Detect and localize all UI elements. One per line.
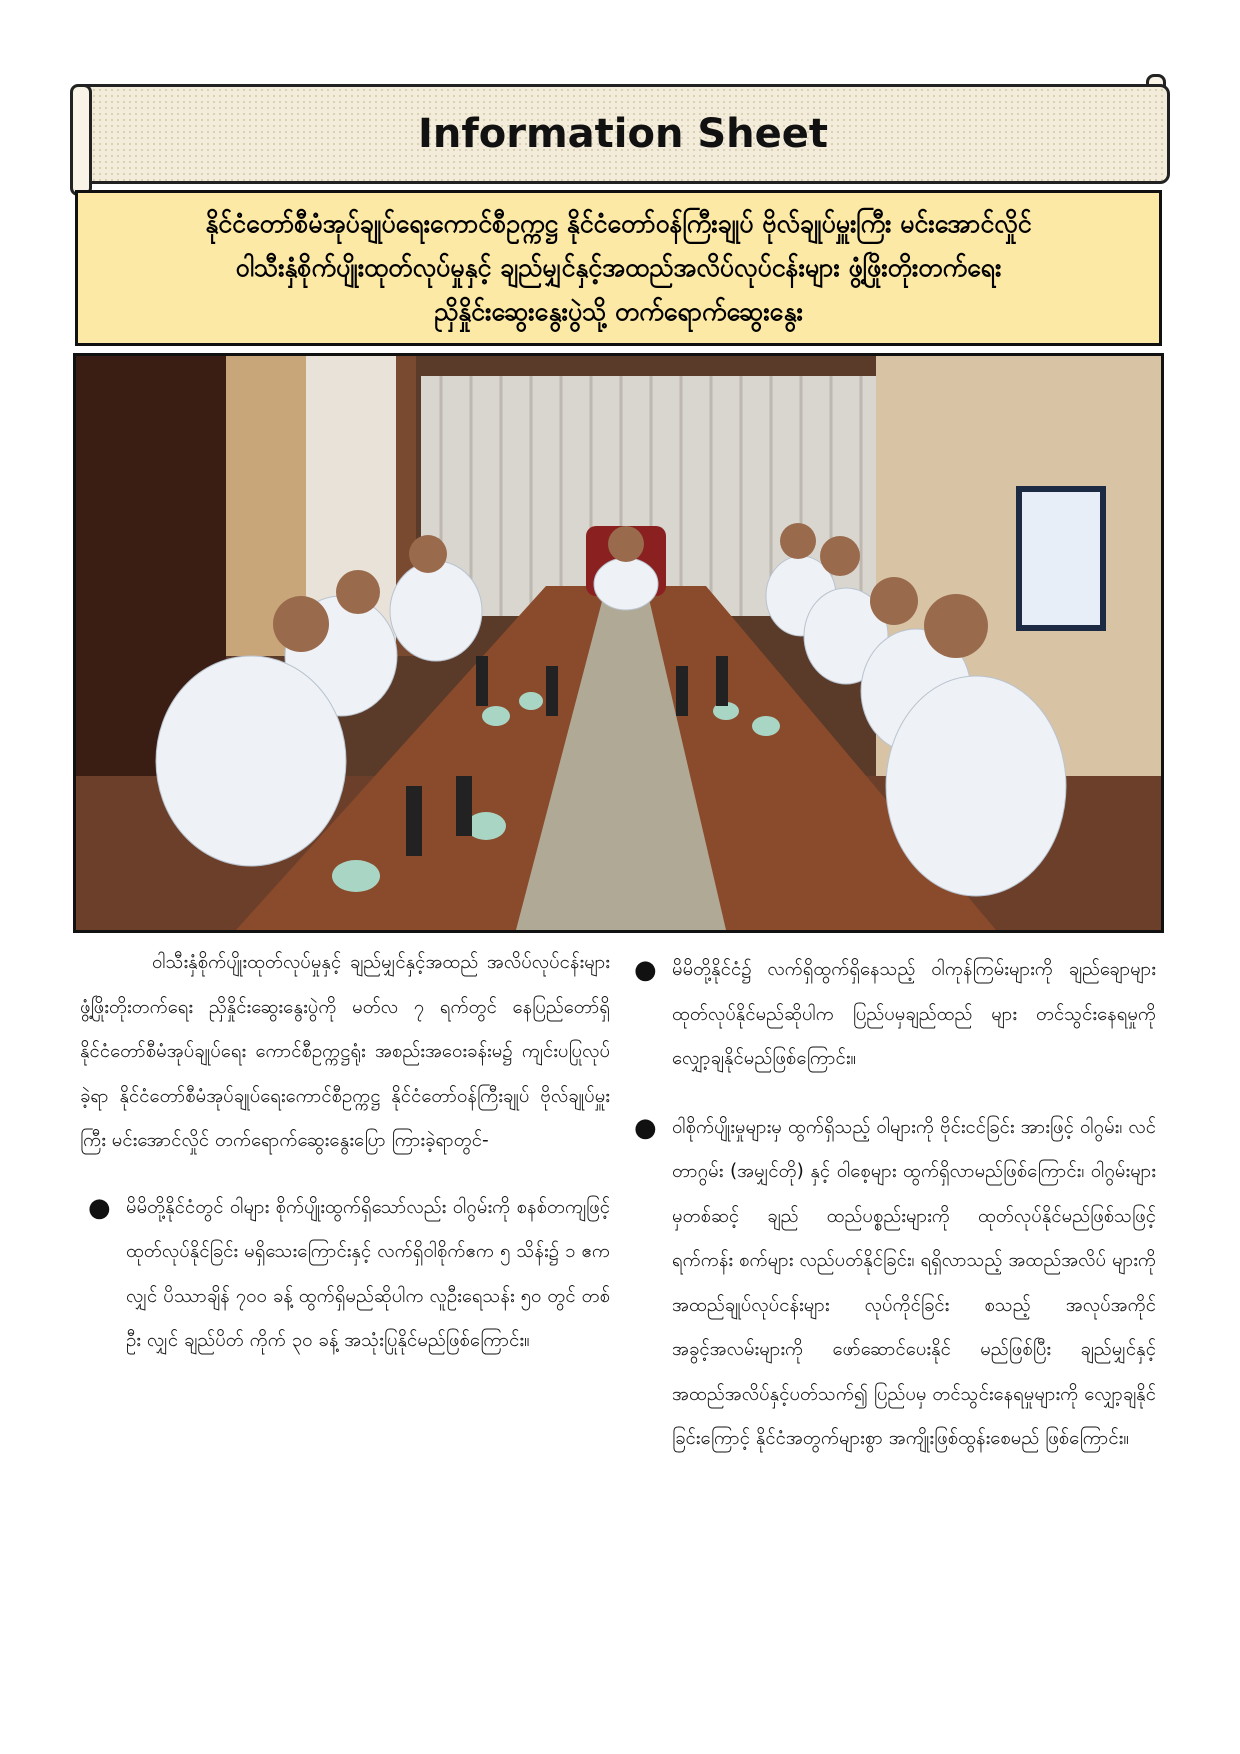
page-title: Information Sheet xyxy=(417,111,829,157)
headline-line-1: နိုင်ငံတော်စီမံအုပ်ချုပ်ရေးကောင်စီဥက္ကဋ္ဌ နိုင်ငံတော်ဝန်ကြီးချုပ် ဗိုလ်ချုပ်မှူးကြီး မင်းအောင်လှိုင် xyxy=(205,209,1032,238)
bullet-icon: ● xyxy=(634,955,657,985)
bullet-text: မိမိတို့နိုင်ငံ၌ လက်ရှိထွက်ရှိနေသည့် ဝါကုန်ကြမ်းများကို ချည်ချောများ ထုတ်လုပ်နိုင်မည်ဆိုပါက ပြည်ပမှချည်ထည် များ တင်သွင်းနေရမှုကို လျှော့ချနိုင်မည်ဖြစ်ကြောင်း။ xyxy=(672,959,1156,1069)
meeting-photo-illustration xyxy=(76,356,1161,930)
list-item xyxy=(626,948,1156,1082)
bullet-icon: ● xyxy=(88,1192,111,1223)
bullet-icon: ● xyxy=(634,1112,657,1143)
bullet-text: မိမိတို့နိုင်ငံတွင် ဝါများ စိုက်ပျိုးထွက်ရှိသော်လည်း ဝါဂွမ်းကို စနစ်တကျဖြင့် ထုတ်လုပ်နိုင်ခြင်း မရှိသေးကြောင်းနှင့် လက်ရှိဝါစိုက်ဧက ၅ သိန်း၌ ၁ ဧကလျှင် ပိဿာချိန် ၇၀၀ ခန့် ထွက်ရှိမည်ဆိုပါက လူဦးရေသန်း ၅၀ တွင် တစ်ဦး လျှင် ချည်ပိတ် ကိုက် ၃၀ ခန့် အသုံးပြုနိုင်မည်ဖြစ်ကြောင်း။ xyxy=(126,1196,610,1351)
intro-paragraph: ဝါသီးနှံစိုက်ပျိုးထုတ်လုပ်မှုနှင့် ချည်မျှင်နှင့်အထည် အလိပ်လုပ်ငန်းများ ဖွံ့ဖြိုးတိုးတက်ရေး ညှိနှိုင်းဆွေးနွေးပွဲကို မတ်လ ၇ ရက်တွင် နေပြည်တော်ရှိ နိုင်ငံတော်စီမံအုပ်ချုပ်ရေး ကောင်စီဥက္ကဋ္ဌရုံး အစည်းအဝေးခန်းမ၌ ကျင်းပပြုလုပ်ခဲ့ရာ နိုင်ငံတော်စီမံအုပ်ချုပ်ရေးကောင်စီဥက္ကဋ္ဌ နိုင်ငံတော်ဝန်ကြီးချုပ် ဗိုလ်ချုပ်မှူးကြီး မင်းအောင်လှိုင် တက်ရောက်ဆွေးနွေးပြော ကြားခဲ့ရာတွင်- xyxy=(80,952,610,1151)
headline-line-3: ညှိနှိုင်းဆွေးနွေးပွဲသို့ တက်ရောက်ဆွေးနွေး xyxy=(434,297,803,326)
scroll-curl-left xyxy=(70,84,92,196)
left-bullet-list xyxy=(80,1186,610,1364)
left-column xyxy=(80,941,610,1388)
headline-line-2: ဝါသီးနှံစိုက်ပျိုးထုတ်လုပ်မှုနှင့် ချည်မျှင်နှင့်အထည်အလိပ်လုပ်ငန်းများ ဖွံ့ဖြိုးတိုးတက်ရေး xyxy=(235,253,1002,282)
right-bullet-list xyxy=(626,948,1156,1462)
list-item xyxy=(626,1106,1156,1462)
bullet-text: ဝါစိုက်ပျိုးမှုများမှ ထွက်ရှိသည့် ဝါများကို ဗိုင်းငင်ခြင်း အားဖြင့် ဝါဂွမ်း၊ လင်တာဂွမ်း (အမျှင်တို) နှင့် ဝါစေ့များ ထွက်ရှိလာမည်ဖြစ်ကြောင်း၊ ဝါဂွမ်းများမှတစ်ဆင့် ချည် ထည်ပစ္စည်းများကို ထုတ်လုပ်နိုင်မည်ဖြစ်သဖြင့် ရက်ကန်း စက်များ လည်ပတ်နိုင်ခြင်း၊ ရရှိလာသည့် အထည်အလိပ် များကို အထည်ချုပ်လုပ်ငန်းများ လုပ်ကိုင်ခြင်း စသည့် အလုပ်အကိုင် အခွင့်အလမ်းများကို ဖော်ဆောင်ပေးနိုင် မည်ဖြစ်ပြီး ချည်မျှင်နှင့် အထည်အလိပ်နှင့်ပတ်သက်၍ ပြည်ပမှ တင်သွင်းနေရမှုများကို လျှော့ချနိုင်ခြင်းကြောင့် နိုင်ငံအတွက်များစွာ အကျိုးဖြစ်ထွန်းစေမည် ဖြစ်ကြောင်း။ xyxy=(672,1116,1156,1449)
meeting-photo xyxy=(73,353,1164,933)
list-item xyxy=(80,1186,610,1364)
title-banner xyxy=(76,84,1170,184)
right-column xyxy=(626,948,1156,1486)
headline-box xyxy=(75,190,1162,346)
